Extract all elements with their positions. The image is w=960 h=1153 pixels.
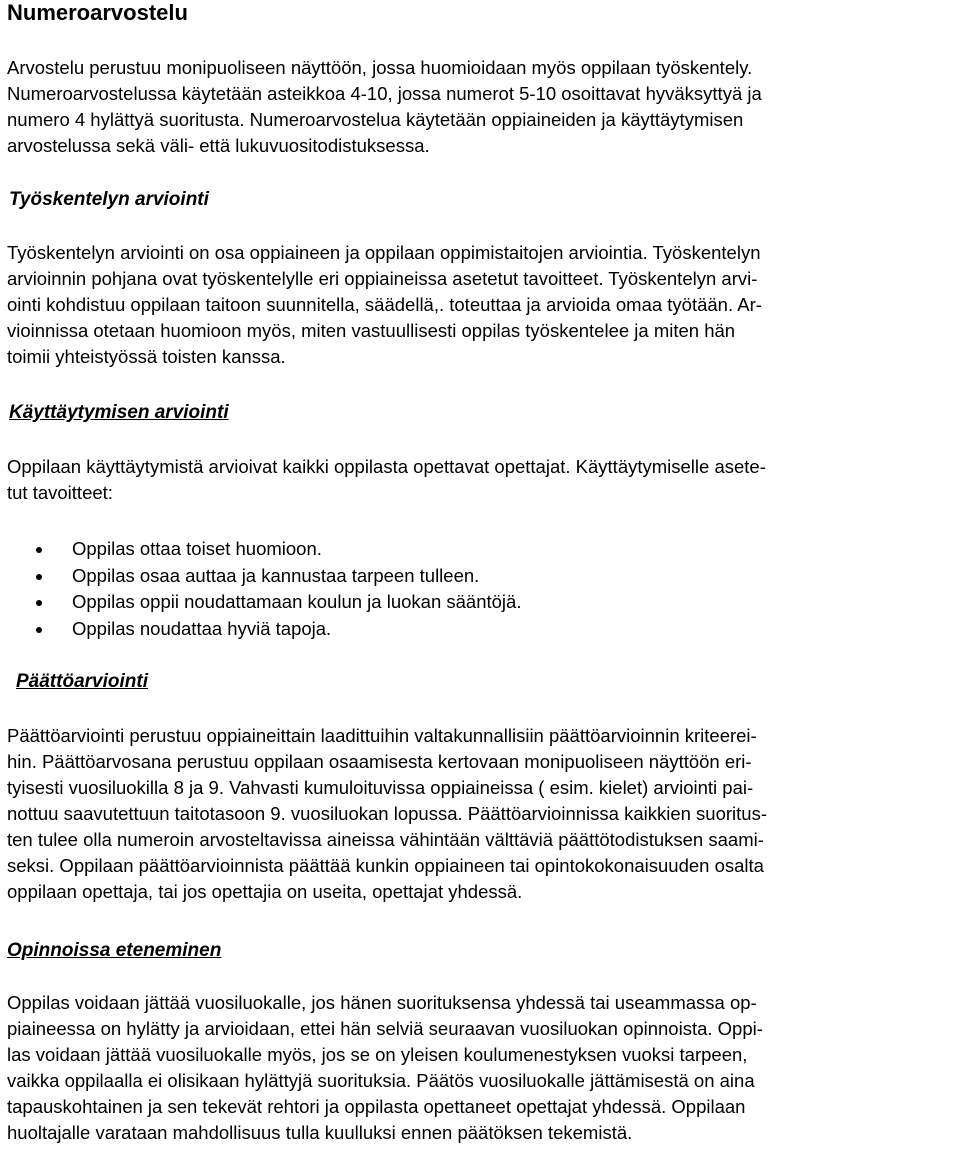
- text-line: vaikka oppilaalla ei olisikaan hylättyjä suorituksia. Päätös vuosiluokalle jättämisestä on aina: [7, 1070, 755, 1091]
- paragraph-tyoskentelyn-arviointi: [7, 240, 957, 370]
- text-line: Oppilas voidaan jättää vuosiluokalle, jos hänen suorituksensa yhdessä tai useammassa op-: [7, 992, 757, 1013]
- text-line: Numeroarvostelussa käytetään asteikkoa 4-10, jossa numerot 5-10 osoittavat hyväksyttyä ja: [7, 83, 762, 104]
- text-line: oppilaan opettaja, tai jos opettajia on useita, opettajat yhdessä.: [7, 881, 523, 902]
- text-line: arvostelussa sekä väli- että lukuvuositodistuksessa.: [7, 135, 430, 156]
- heading-tyoskentelyn-arviointi: Työskentelyn arviointi: [9, 189, 209, 210]
- list-item-text: Oppilas osaa auttaa ja kannustaa tarpeen tulleen.: [72, 564, 480, 586]
- paragraph-kayttaytymisen-arviointi: [7, 454, 957, 506]
- text-line: toimii yhteistyössä toisten kanssa.: [7, 346, 286, 367]
- list-item-text: Oppilas noudattaa hyviä tapoja.: [72, 617, 332, 639]
- paragraph-paattoarviointi: [7, 723, 957, 905]
- text-line: tapauskohtainen ja sen tekevät rehtori ja oppilasta opettaneet opettajat yhdessä. Oppilaan: [7, 1096, 746, 1117]
- text-line: Oppilaan käyttäytymistä arvioivat kaikki oppilasta opettavat opettajat. Käyttäytymiselle asete-: [7, 456, 766, 477]
- text-line: arvioinnin pohjana ovat työskentelylle eri oppiaineissa asetetut tavoitteet. Työskentelyn arvi-: [7, 268, 758, 289]
- bullet-icon: [36, 627, 42, 633]
- text-line: piaineessa on hylätty ja arvioidaan, ettei hän selviä seuraavan vuosiluokan opinnoista. Oppi-: [7, 1018, 763, 1039]
- text-line: seksi. Oppilaan päättöarvioinnista päättää kunkin oppiaineen tai opintokokonaisuuden osalta: [7, 855, 764, 876]
- text-line: nottuu saavutettuun taitotasoon 9. vuosiluokan lopussa. Päättöarvioinnissa kaikkien suoritus-: [7, 803, 767, 824]
- bullet-icon: [36, 547, 42, 553]
- text-line: las voidaan jättää vuosiluokalle myös, jos se on yleisen koulumenestyksen vuoksi tarpeen,: [7, 1044, 748, 1065]
- text-line: hin. Päättöarvosana perustuu oppilaan osaamisesta kertovaan monipuoliseen näyttöön eri-: [7, 751, 752, 772]
- text-line: vioinnissa otetaan huomioon myös, miten vastuullisesti oppilas työskentelee ja miten hän: [7, 320, 736, 341]
- text-line: huoltajalle varataan mahdollisuus tulla kuulluksi ennen päätöksen tekemistä.: [7, 1122, 633, 1143]
- text-line: tut tavoitteet:: [7, 482, 113, 503]
- paragraph-numeroarvostelu: [7, 55, 957, 159]
- heading-opinnoissa-eteneminen: Opinnoissa eteneminen: [7, 940, 222, 961]
- heading-paattoarviointi: Päättöarviointi: [16, 671, 148, 692]
- list-item-text: Oppilas oppii noudattamaan koulun ja luokan sääntöjä.: [72, 591, 522, 612]
- list-item-text: Oppilas ottaa toiset huomioon.: [72, 538, 322, 559]
- text-line: ten tulee olla numeroin arvosteltavissa aineissa vähintään välttäviä päättötodistuksen saami-: [7, 829, 764, 850]
- text-line: numero 4 hylättyä suoritusta. Numeroarvostelua käytetään oppiaineiden ja käyttäytymisen: [7, 109, 744, 130]
- bullet-icon: [36, 600, 42, 606]
- text-line: Arvostelu perustuu monipuoliseen näyttöön, jossa huomioidaan myös oppilaan työskentely.: [7, 57, 753, 78]
- heading-numeroarvostelu: Numeroarvostelu: [7, 0, 188, 25]
- heading-kayttaytymisen-arviointi: Käyttäytymisen arviointi: [9, 402, 229, 423]
- text-line: Päättöarviointi perustuu oppiaineittain laadittuihin valtakunnallisiin päättöarvioinnin kriteerei-: [7, 725, 757, 746]
- bullet-icon: [36, 574, 42, 580]
- text-line: ointi kohdistuu oppilaan taitoon suunnitella, säädellä,. toteuttaa ja arvioida omaa työtään. Ar-: [7, 294, 762, 315]
- paragraph-opinnoissa-eteneminen: [7, 990, 957, 1146]
- text-line: Työskentelyn arviointi on osa oppiaineen ja oppilaan oppimistaitojen arviointia. Työskentelyn: [7, 242, 761, 263]
- text-line: tyisesti vuosiluokilla 8 ja 9. Vahvasti kumuloituvissa oppiaineissa ( esim. kielet) arviointi pai-: [7, 777, 754, 798]
